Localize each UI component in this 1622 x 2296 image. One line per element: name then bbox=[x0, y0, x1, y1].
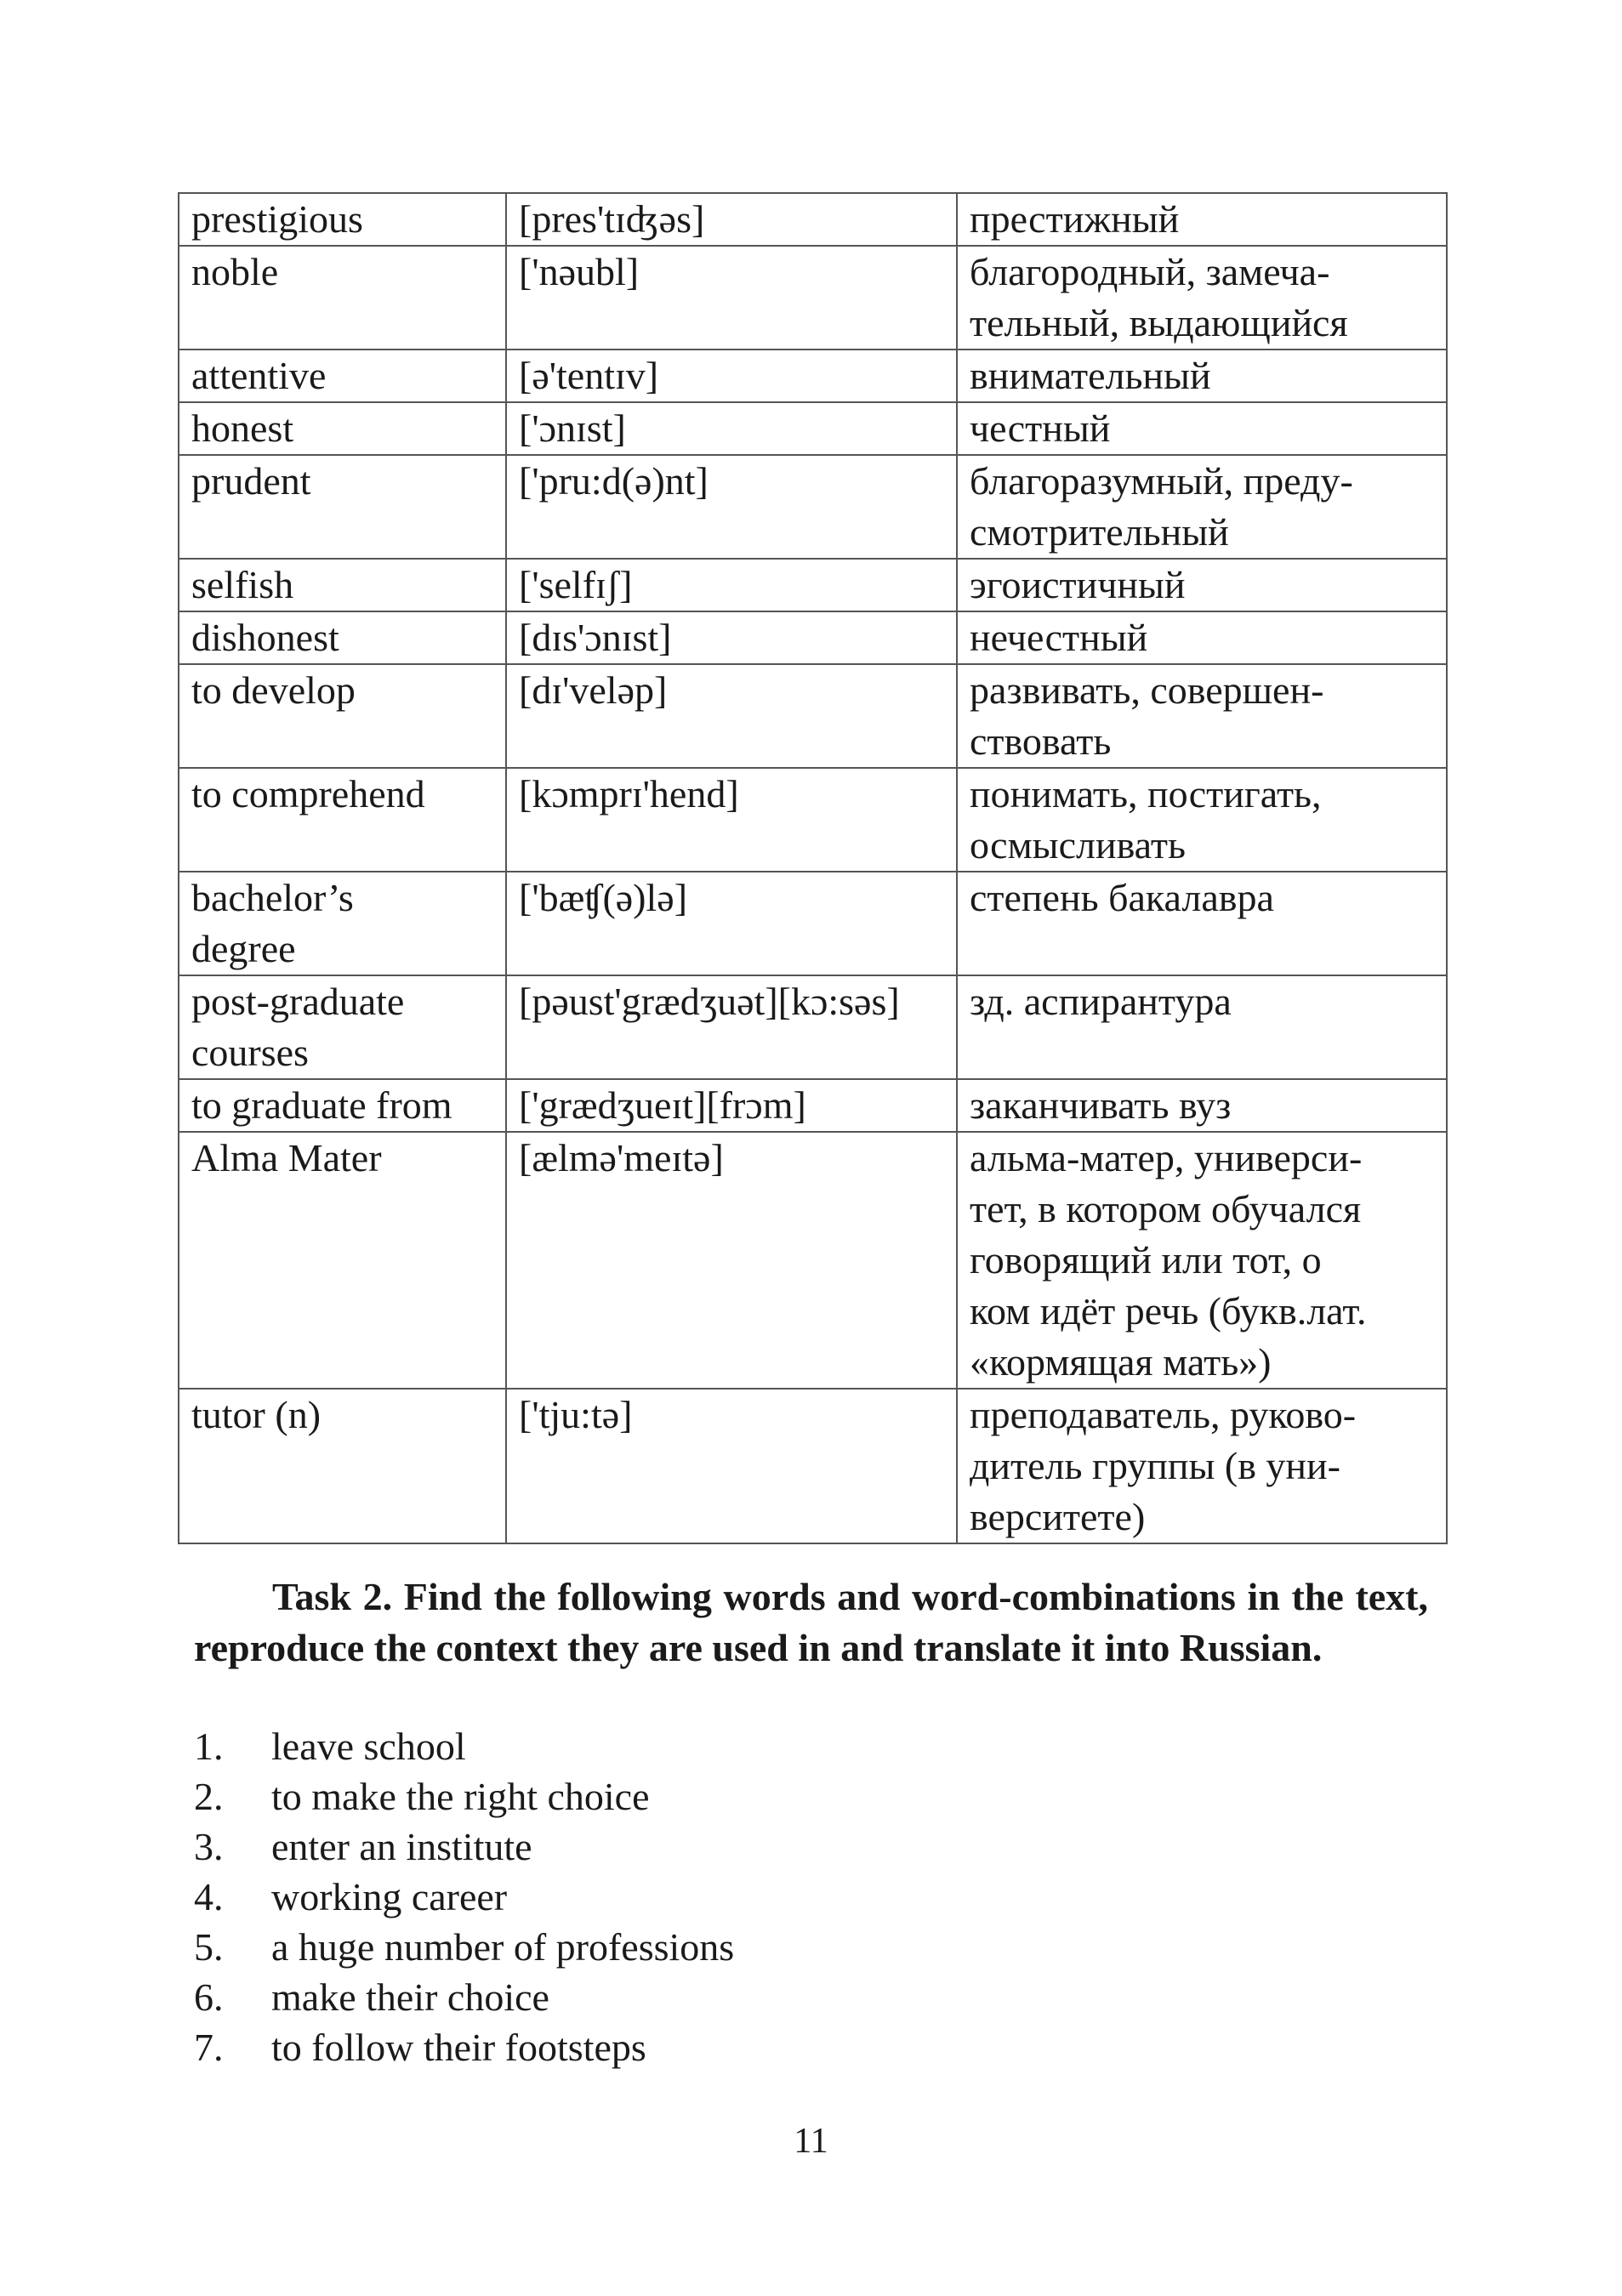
transcription-cell: ['ɔnɪst] bbox=[506, 402, 957, 455]
table-row bbox=[179, 402, 1447, 455]
list-item bbox=[194, 1821, 734, 1872]
transcription-cell: [pres'tɪʤəs] bbox=[506, 193, 957, 246]
transcription-cell: [ə'tentɪv] bbox=[506, 350, 957, 402]
word-cell: Alma Mater bbox=[179, 1132, 506, 1389]
word-cell: to graduate from bbox=[179, 1079, 506, 1132]
table-row bbox=[179, 1079, 1447, 1132]
list-item-number: 4. bbox=[194, 1875, 224, 1918]
transcription-cell: ['bæʧ(ə)lə] bbox=[506, 872, 957, 975]
table-row bbox=[179, 768, 1447, 872]
vocabulary-table-body bbox=[179, 193, 1447, 1543]
list-item-text: a huge number of professions bbox=[271, 1925, 735, 1969]
list-item bbox=[194, 1721, 734, 1771]
page-number: 11 bbox=[794, 2122, 828, 2161]
translation-cell: честный bbox=[957, 402, 1447, 455]
list-item bbox=[194, 1922, 734, 1972]
task-list bbox=[194, 1721, 734, 2072]
list-item bbox=[194, 1972, 734, 2022]
list-item-number: 5. bbox=[194, 1925, 224, 1969]
translation-cell: благоразумный, преду- смотрительный bbox=[957, 455, 1447, 559]
table-row bbox=[179, 246, 1447, 350]
list-item bbox=[194, 1771, 734, 1821]
translation-cell: эгоистичный bbox=[957, 559, 1447, 611]
table-row bbox=[179, 611, 1447, 664]
table-row bbox=[179, 350, 1447, 402]
transcription-cell: ['tju:tə] bbox=[506, 1389, 957, 1543]
table-row bbox=[179, 975, 1447, 1079]
table-row bbox=[179, 559, 1447, 611]
list-item-number: 3. bbox=[194, 1825, 224, 1868]
word-cell: post-graduate courses bbox=[179, 975, 506, 1079]
translation-cell: преподаватель, руково- дитель группы (в уни- верситете) bbox=[957, 1389, 1447, 1543]
transcription-cell: [pəust'grædʒuət][kɔ:səs] bbox=[506, 975, 957, 1079]
list-item-text: enter an institute bbox=[271, 1825, 532, 1868]
translation-cell: внимательный bbox=[957, 350, 1447, 402]
table-row bbox=[179, 193, 1447, 246]
translation-cell: зд. аспирантура bbox=[957, 975, 1447, 1079]
word-cell: tutor (n) bbox=[179, 1389, 506, 1543]
table-row bbox=[179, 1389, 1447, 1543]
word-cell: noble bbox=[179, 246, 506, 350]
translation-cell: развивать, совершен- ствовать bbox=[957, 664, 1447, 768]
list-item-number: 1. bbox=[194, 1725, 224, 1768]
word-cell: attentive bbox=[179, 350, 506, 402]
transcription-cell: [kɔmprɪ'hend] bbox=[506, 768, 957, 872]
word-cell: to comprehend bbox=[179, 768, 506, 872]
table-row bbox=[179, 1132, 1447, 1389]
list-item-text: to follow their footsteps bbox=[271, 2026, 646, 2069]
word-cell: to develop bbox=[179, 664, 506, 768]
transcription-cell: [dɪ'veləp] bbox=[506, 664, 957, 768]
word-cell: honest bbox=[179, 402, 506, 455]
word-cell: bachelor’s degree bbox=[179, 872, 506, 975]
transcription-cell: ['nəubl] bbox=[506, 246, 957, 350]
task-heading bbox=[194, 1571, 1428, 1674]
list-item-text: make their choice bbox=[271, 1975, 549, 2019]
transcription-cell: [ælmə'meɪtə] bbox=[506, 1132, 957, 1389]
task-heading-text: Task 2. Find the following words and word-combinations in the text, reproduce the context they are used in and translate it into Russian. bbox=[194, 1575, 1428, 1669]
word-cell: dishonest bbox=[179, 611, 506, 664]
list-item-number: 7. bbox=[194, 2026, 224, 2069]
list-item-number: 6. bbox=[194, 1975, 224, 2019]
list-item-text: leave school bbox=[271, 1725, 466, 1768]
translation-cell: заканчивать вуз bbox=[957, 1079, 1447, 1132]
list-item bbox=[194, 2022, 734, 2072]
translation-cell: престижный bbox=[957, 193, 1447, 246]
list-item-text: to make the right choice bbox=[271, 1775, 650, 1818]
transcription-cell: ['grædʒueɪt][frɔm] bbox=[506, 1079, 957, 1132]
translation-cell: понимать, постигать, осмысливать bbox=[957, 768, 1447, 872]
list-item-text: working career bbox=[271, 1875, 508, 1918]
translation-cell: альма-матер, универси- тет, в котором обучался говорящий или тот, о ком идёт речь (букв.лат. «кормящая мать») bbox=[957, 1132, 1447, 1389]
table-row bbox=[179, 664, 1447, 768]
word-cell: prudent bbox=[179, 455, 506, 559]
transcription-cell: [dɪs'ɔnɪst] bbox=[506, 611, 957, 664]
list-item bbox=[194, 1872, 734, 1922]
word-cell: selfish bbox=[179, 559, 506, 611]
translation-cell: нечестный bbox=[957, 611, 1447, 664]
translation-cell: степень бакалавра bbox=[957, 872, 1447, 975]
transcription-cell: ['pru:d(ə)nt] bbox=[506, 455, 957, 559]
table-row bbox=[179, 455, 1447, 559]
table-row bbox=[179, 872, 1447, 975]
transcription-cell: ['selfɪʃ] bbox=[506, 559, 957, 611]
translation-cell: благородный, замеча- тельный, выдающийся bbox=[957, 246, 1447, 350]
vocabulary-table bbox=[178, 192, 1448, 1544]
list-item-number: 2. bbox=[194, 1775, 224, 1818]
word-cell: prestigious bbox=[179, 193, 506, 246]
